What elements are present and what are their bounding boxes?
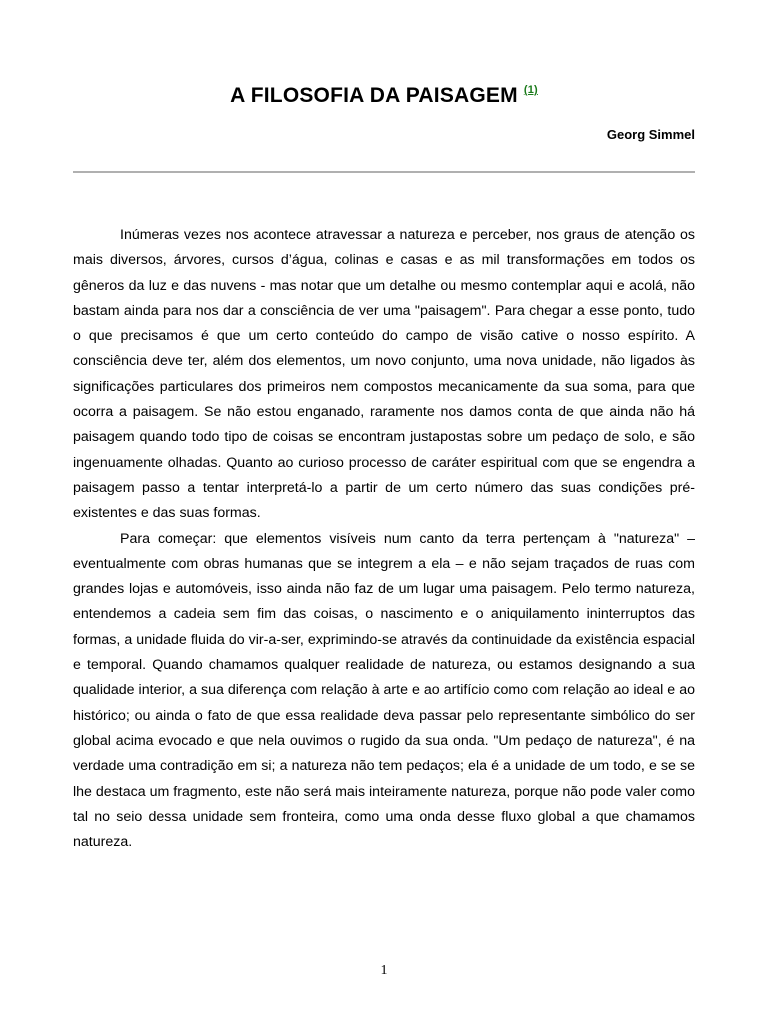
paragraph: Para começar: que elementos visíveis num canto da terra pertençam à "natureza" – eventualmente com obras humanas que se integrem a ela – e não sejam traçados de ruas com grandes lojas e automóveis, isso ainda não faz de um lugar uma paisagem. Pelo termo natureza, entendemos a cadeia sem fim das coisas, o nascimento e o aniquilamento ininterruptos das formas, a unidade fluida do vir-a-ser, exprimindo-se através da continuidade da existência espacial e temporal. Quando chamamos qualquer realidade de natureza, ou estamos designando a sua qualidade interior, a sua diferença com relação à arte e ao artifício como com relação ao ideal e ao histórico; ou ainda o fato de que essa realidade deva passar pelo representante simbólico do ser global acima evocado e que nela ouvimos o rugido da sua onda. "Um pedaço de natureza", é na verdade uma contradição em si; a natureza não tem pedaços; ela é a unidade de um todo, e se se lhe destaca um fragmento, este não será mais inteiramente natureza, porque não pode valer como tal no seio dessa unidade sem fronteira, como uma onda desse fluxo global a que chamamos natureza.: [73, 530, 695, 851]
footnote-link[interactable]: (1): [523, 84, 538, 96]
page-number: 1: [380, 963, 388, 978]
horizontal-divider: [73, 171, 695, 173]
page-title: A FILOSOFIA DA PAISAGEM: [230, 84, 518, 107]
author-name: Georg Simmel: [606, 127, 695, 142]
paragraph: Inúmeras vezes nos acontece atravessar a natureza e perceber, nos graus de atenção os mais diversos, árvores, cursos d’água, colinas e casas e as mil transformações em todos os gêneros da luz e das nuvens - mas notar que um detalhe ou mesmo contemplar aqui e acolá, não bastam ainda para nos dar a consciência de ver uma "paisagem". Para chegar a esse ponto, tudo o que precisamos é que um certo conteúdo do campo de visão cative o nosso espírito. A consciência deve ter, além dos elementos, um novo conjunto, uma nova unidade, não ligados às significações particulares dos primeiros nem compostos mecanicamente da sua soma, para que ocorra a paisagem. Se não estou enganado, raramente nos damos conta de que ainda não há paisagem quando todo tipo de coisas se encontram justapostas sobre um pedaço de solo, e são ingenuamente olhadas. Quanto ao curioso processo de caráter espiritual com que se engendra a paisagem passo a tentar interpretá-lo a partir de um certo número das suas condições pré-existentes e das suas formas.: [73, 227, 695, 522]
body-text: [73, 223, 695, 855]
title-block: [0, 84, 768, 108]
